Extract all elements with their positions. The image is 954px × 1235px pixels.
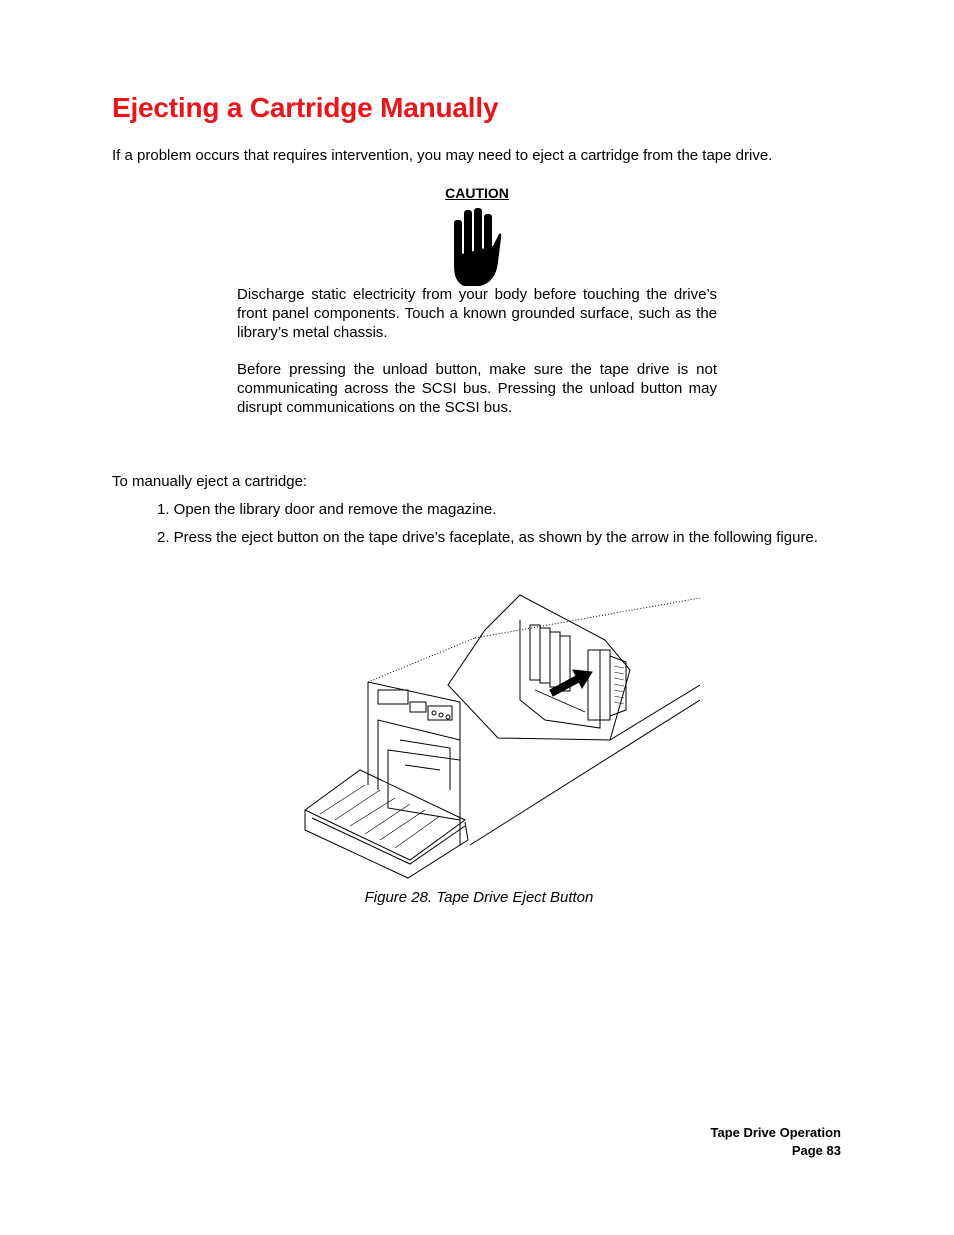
step-1: 1. Open the library door and remove the magazine. [157,501,497,518]
caution-paragraph-static: Discharge static electricity from your body before touching the drive’s front panel components. Touch a known grounded surface, such as the library’s metal chassis. [237,286,717,341]
caution-paragraph-scsi: Before pressing the unload button, make sure the tape drive is not communicating across the SCSI bus. Pressing the unload button may disrupt communications on the SCSI bus. [237,361,717,416]
tape-library-illustration [300,590,700,880]
steps-intro: To manually eject a cartridge: [112,473,308,490]
figure-caption: Figure 28. Tape Drive Eject Button [364,889,594,906]
step-2: 2. Press the eject button on the tape drive’s faceplate, as shown by the arrow in the following figure. [157,529,818,546]
footer-page-number: Page 83 [791,1143,841,1158]
caution-heading: CAUTION [445,185,509,201]
intro-paragraph: If a problem occurs that requires intervention, you may need to eject a cartridge from the tape drive. [112,147,773,164]
footer-section: Tape Drive Operation [710,1125,841,1140]
page-title: Ejecting a Cartridge Manually [112,92,499,123]
hand-stop-icon [450,206,502,288]
